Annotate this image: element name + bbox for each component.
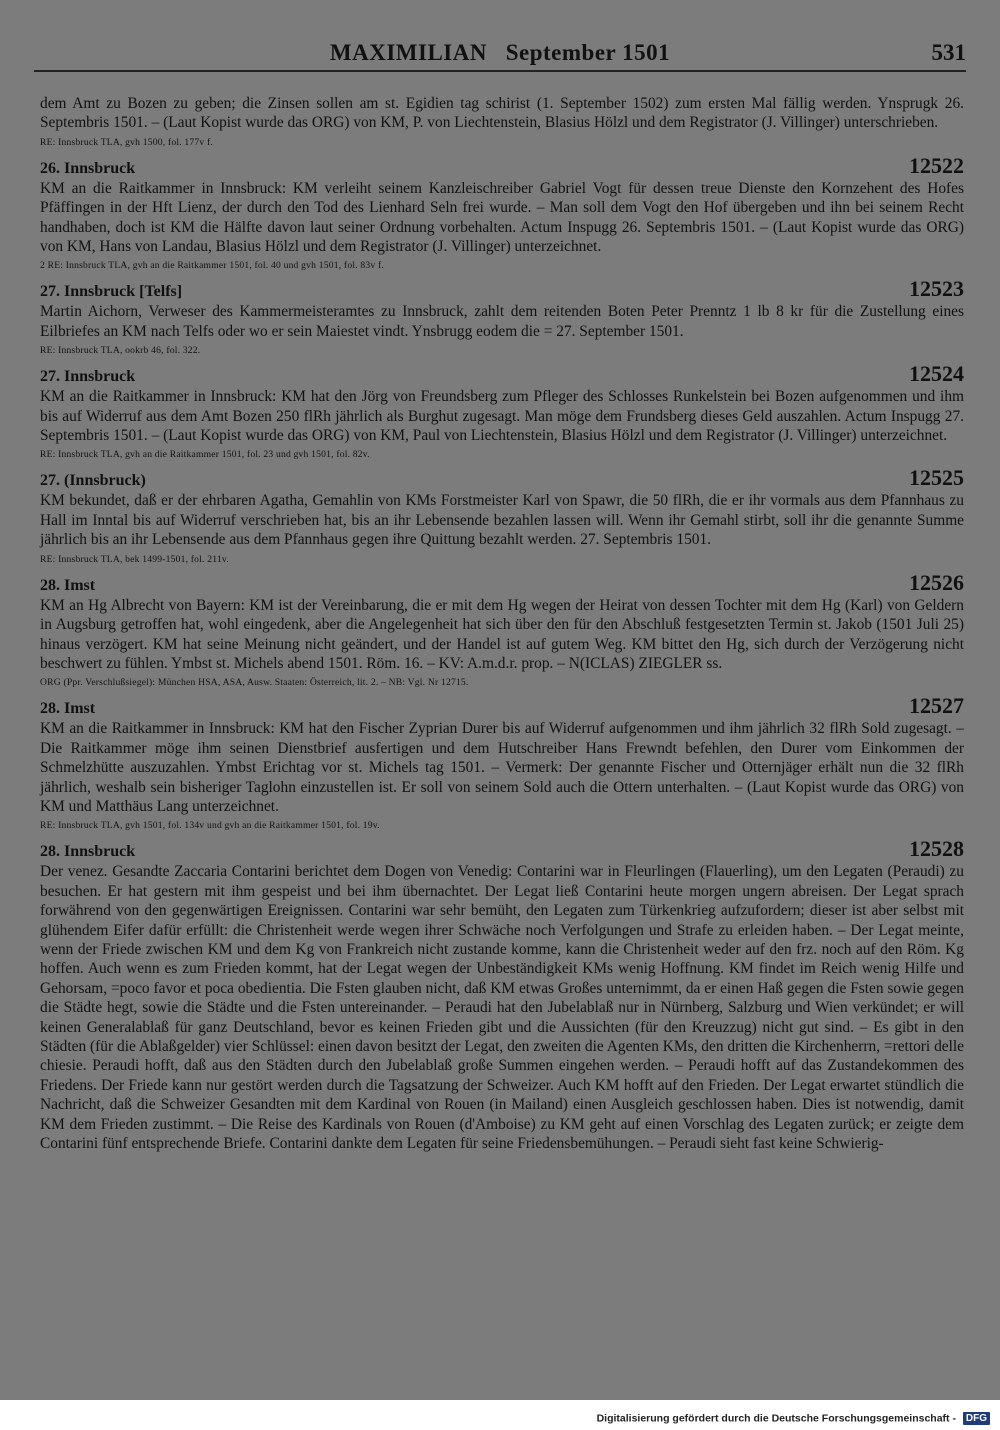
entry-date: 26. Innsbruck [40,159,136,177]
entry-date: 27. (Innsbruck) [40,472,146,490]
entry-text: Martin Aichorn, Verweser des Kammermeisteramtes zu Innsbruck, zahlt dem reitenden Boten Peter Prenntz 1 lb 8 kr für die Zustellung eines Eilbriefes an KM nach Telfs oder wo er sein Maiestet vindt. Ynsbrugg eodem die = 27. September 1501. [40,303,964,340]
entry-text: Der venez. Gesandte Zaccaria Contarini berichtet dem Dogen von Venedig: Contarini war in Fleurlingen (Flauerling), um den Legaten (Peraudi) zu besuchen. Er hat gestern mit ihm gespeist und bei ihm übernachtet. Der Legat ließ Contarini heute morgen ungern abreisen. Der Legat sprach forwährend von den gegenwärtigen Ereignissen. Contarini war sehr bemüht, den Legaten zum Türkenkrieg aufzufordern; dieser ist aber selbst mit glühendem Eifer dafür erfüllt: die Christenheit werde wegen ihrer Schwäche noch Verfolgungen und Strafe zu erleiden haben. – Der Legat meinte, wenn der Friede zwischen KM und dem Kg von Frankreich nicht zustande komme, kann die Christenheit weder auf den frz. noch auf den Röm. Kg hoffen. Auch wenn es zum Frieden kommt, hat der Legat wegen der Unbeständigkeit KMs wenig Hoffnung. KM findet im Reich wenig Hilfe und Gehorsam, =poco favor et poca obedientia. Die Fsten glauben nicht, daß KM etwas Großes unternimmt, da er einen Haß gegen die Fsten sowie gegen die Städte hegt, sowie die Städte und die Fsten untereinander. – Peraudi hat den Jubelablaß nur in Nürnberg, Salzburg und Wien verkündet; er will keinen Generalablaß für ganz Deutschland, bevor es keinen Frieden gibt und die Aussichten (für den Kreuzzug) nicht gut sind. – Es gibt in den Städten (für die Ablaßgelder) vier Schlüssel: einen davon besitzt der Legat, den zweiten die Agenten KMs, den dritten die Kirchenherrn, =rettori delle chiesie. Peraudi hofft, daß aus den Städten durch den Jubelablaß große Summen eingehen werden. – Peraudi hofft auf das Zustandekommen des Friedens. Der Friede kann nur gestört werden durch die Tagsatzung der Schweizer. Auch KM hofft auf den Frieden. Der Legat erwartet stündlich die Nachricht, daß die Schweizer Gesandten mit dem Kardinal von Rouen (in Mailand) einen Ausgleich geschlossen haben. Dies ist notwendig, damit KM dem Frieden zustimmt. – Die Reise des Kardinals von Rouen (d'Amboise) zu KM geht auf einen Vorschlag des Legaten zurück; er zeigte dem Contarini fünf entsprechende Briefe. Contarini dankte dem Legaten für seine Friedensbemühungen. – Peraudi sieht fast keine Schwierig- [40,863,964,1153]
page-header [34,40,966,72]
footer-text: Digitalisierung gefördert durch die Deutsche Forschungsgemeinschaft - [596,1412,956,1425]
source-note: 2 RE: Innsbruck TLA, gvh an die Raitkammer 1501, fol. 40 und gvh 1501, fol. 83v f. [40,260,384,272]
entry-text: KM an Hg Albrecht von Bayern: KM ist der Vereinbarung, die er mit dem Hg wegen der Heirat von dessen Tochter mit dem Hg (Karl) von Geldern in Augsburg getroffen hat, wohl eingedenk, aber die Angelegenheit hat sich über den für den Abschluß festgesetzten Termin st. Jakob (1501 Juli 25) hinaus verzögert. KM hat seine Meinung nicht geändert, und der Handel ist auf gutem Weg. KM bittet den Hg, sich durch der Verzögerung nicht beschwert zu fühlen. Ymbst st. Michels abend 1501. Röm. 16. – KV: A.m.d.r. prop. – N(ICLAS) ZIEGLER ss. [40,596,964,672]
page-content [40,94,964,1153]
entry-number: 12525 [909,465,964,491]
entry [40,276,964,357]
entry [40,152,964,273]
page-title: MAXIMILIAN September 1501 [329,40,671,65]
source-note: RE: Innsbruck TLA, ookrb 46, fol. 322. [40,345,201,357]
entry-date: 27. Innsbruck [Telfs] [40,283,183,301]
entry-number: 12526 [909,569,964,595]
entry [40,836,964,1153]
page-number: 531 [931,40,966,65]
entry [40,693,964,832]
source-note: ORG (Ppr. Verschlußsiegel): München HSA, ASA, Ausw. Staaten: Österreich, lit. 2. – NB: Vgl. Nr 12715. [40,677,469,689]
entry-number: 12528 [909,836,964,862]
entry-text: KM an die Raitkammer in Innsbruck: KM hat den Fischer Zyprian Durer bis auf Widerruf aufgenommen und ihm jährlich 32 flRh Sold zugesagt. – Die Raitkammer möge ihm seinen Dienstbrief ausfertigen und dem Hutschreiber Hans Frewndt befehlen, den Durer vom Einkommen der Schmelzhütte auszuzahlen. Ymbst Erichtag vor st. Michels tag 1501. – Vermerk: Der genannte Fischer und Otternjäger erhält nun die 32 flRh jährlich, weshalb sein bisheriger Taglohn einzustellen ist. Er soll von seinem Sold auch die Ottern unterhalten. – (Laut Kopist wurde das ORG) von KM und Matthäus Lang unterzeichnet. [40,720,964,815]
entry-text: KM an die Raitkammer in Innsbruck: KM verleiht seinem Kanzleischreiber Gabriel Vogt für dessen treue Dienste den Kornzehent des Hofes Pfäffingen in der Hft Lienz, der durch den Tod des Lienhard Seln frei wurde. – Man soll dem Vogt den Hof übergeben und ihn bei seinem Recht handhaben, doch ist KM die Hälfte davon laut seiner Ordnung vorbehalten. Actum Inspugg 26. Septembris 1501. – (Laut Kopist wurde das ORG) von KM, Hans von Landau, Blasius Hölzl und dem Registrator (J. Villinger) unterzeichnet. [40,179,964,256]
entry [40,361,964,461]
dfg-logo: DFG [963,1412,990,1425]
source-note: RE: Innsbruck TLA, gvh 1501, fol. 134v und gvh an die Raitkammer 1501, fol. 19v. [40,820,380,832]
entry-text: KM bekundet, daß er der ehrbaren Agatha, Gemahlin von KMs Forstmeister Karl von Spawr, die 50 flRh, die er ihr vormals aus dem Pfannhaus zu Hall im Inntal bis auf Widerruf verschrieben hat, bis an ihr Lebensende bezahlen lassen will. Wenn ihr Gemahl stirbt, soll ihr die genannte Summe jährlich bis an ihr Lebensende aus dem Pfannhaus gegen ihre Quittung bezahlt werden. 27. Septembris 1501. [40,492,964,549]
continued-text: dem Amt zu Bozen zu geben; die Zinsen sollen am st. Egidien tag schirist (1. September 1502) zum ersten Mal fällig werden. Ynsprugk 26. Septembris 1501. – (Laut Kopist wurde das ORG) von KM, P. von Liechtenstein, Blasius Hölzl und dem Registrator (J. Villinger) unterschrieben. [40,95,964,132]
entry-number: 12522 [909,152,964,178]
source-note: RE: Innsbruck TLA, bek 1499-1501, fol. 211v. [40,553,229,565]
entry-number: 12524 [909,361,964,387]
entry-number: 12523 [909,276,964,302]
funding-footer [597,1412,990,1425]
source-note: RE: Innsbruck TLA, gvh an die Raitkammer 1501, fol. 23 und gvh 1501, fol. 82v. [40,449,370,461]
entry [40,465,964,565]
entry-header [40,361,964,387]
entry [40,569,964,690]
entry-date: 28. Imst [40,700,96,718]
entry-header [40,276,964,302]
entry-header [40,465,964,491]
header-rule [34,70,966,72]
entry-date: 28. Imst [40,576,96,594]
entry-header [40,569,964,596]
entry-header [40,693,964,719]
entry-number: 12527 [909,693,964,719]
entry-date: 27. Innsbruck [40,368,136,386]
entry-date: 28. Innsbruck [40,843,136,861]
entry-header [40,152,964,179]
source-note: RE: Innsbruck TLA, gvh 1500, fol. 177v f. [40,136,213,148]
entry-header [40,836,964,862]
entry-text: KM an die Raitkammer in Innsbruck: KM hat den Jörg von Freundsberg zum Pfleger des Schlosses Runkelstein bei Bozen aufgenommen und ihm bis auf Widerruf aus dem Amt Bozen 250 flRh jährlich als Burghut zugesagt. Man möge dem Frundsberg dieses Geld auszahlen. Actum Inspugg 27. Septembris 1501. – (Laut Kopist wurde das ORG) von KM, Paul von Liechtenstein, Blasius Hölzl und dem Registrator (J. Villinger) unterzeichnet. [40,388,964,445]
